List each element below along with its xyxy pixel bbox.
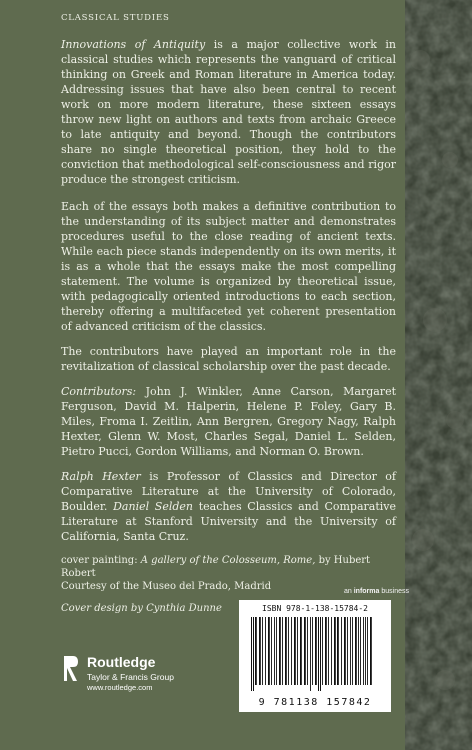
barcode-bar — [315, 617, 317, 685]
barcode-bar — [328, 617, 329, 685]
barcode-bar — [282, 617, 283, 685]
barcode-bar — [291, 617, 292, 685]
barcode-bar — [265, 617, 266, 685]
description-paragraph-3: The contributors have played an important role in the revitalization of classical scholarship over the past decade. — [61, 345, 396, 373]
barcode-bar — [262, 617, 263, 685]
contributors-paragraph — [61, 384, 396, 459]
barcode-bar — [312, 617, 313, 685]
barcode-bar — [355, 617, 357, 685]
barcode-bar — [337, 617, 339, 685]
back-cover-text — [61, 13, 396, 615]
stone-texture-pattern — [405, 0, 472, 750]
barcode-bar — [288, 617, 289, 685]
barcode-bar — [294, 617, 296, 685]
painting-artist: by Hubert Robert — [61, 555, 371, 579]
barcode-bar — [334, 617, 336, 685]
publisher-group: Taylor & Francis Group — [87, 672, 174, 682]
barcode-bar — [300, 617, 302, 685]
barcode-bar — [322, 617, 323, 685]
credit-prefix: cover painting: — [61, 555, 141, 566]
publisher-text — [87, 655, 174, 693]
book-title: Innovations of Antiquity — [61, 38, 206, 51]
description-paragraph-2: Each of the essays both makes a definitive contribution to the understanding of its subject matter and demonstrates procedures useful to the close reading of ancient texts. While each piece stands independently on its own merits, it is as a whole that the essays make the most compelling statement. The volume is organized by theoretical issue, with pedagogically oriented introductions to each section, thereby offering a multifaceted yet coherent presentation of advanced criticism of the classics. — [61, 200, 396, 333]
editors-paragraph — [61, 469, 396, 544]
contributors-label: Contributors: — [61, 385, 137, 398]
barcode-digits: 9 781138 157842 — [258, 697, 372, 708]
barcode-bar — [320, 617, 321, 691]
barcode-bars — [249, 617, 381, 691]
barcode-bar — [352, 617, 353, 685]
barcode-bar — [279, 617, 281, 685]
painting-courtesy: Courtesy of the Museo del Prado, Madrid — [61, 581, 272, 592]
publisher-name: Routledge — [87, 654, 156, 670]
informa-brand: informa — [353, 588, 380, 595]
barcode-bar — [341, 617, 342, 685]
editor-1-name: Ralph Hexter — [61, 470, 141, 483]
barcode-bar — [304, 617, 306, 685]
spine-texture — [405, 0, 472, 750]
barcode-bar — [255, 617, 257, 685]
barcode-bar — [297, 617, 298, 685]
informa-tagline: an informa business — [344, 588, 409, 595]
barcode-bar — [253, 617, 254, 691]
barcode-bar — [251, 617, 252, 691]
barcode-bar — [285, 617, 287, 685]
editor-2-name: Daniel Selden — [113, 500, 194, 513]
barcode-bar — [307, 617, 308, 685]
barcode-bar — [360, 617, 361, 685]
painting-title: A gallery of the Colosseum, Rome, — [140, 555, 316, 566]
barcode-bar — [310, 617, 311, 691]
barcode-bar — [350, 617, 351, 685]
contributors-names: John J. Winkler, Anne Carson, Margaret Ferguson, David M. Halperin, Helene P. Foley, Gary B. Miles, Froma I. Zeitlin, Ann Bergren, Gregory Nagy, Ralph Hexter, Glenn W. Most, Charles Segal, Daniel L. Selden, Pietro Pucci, Gordon Williams, and Norman O. Brown. — [61, 385, 396, 458]
barcode-bar — [271, 617, 272, 685]
barcode-bar — [358, 617, 359, 685]
routledge-r-logo-icon — [63, 655, 79, 682]
barcode-bar — [367, 617, 368, 685]
editor-1-bio: is Professor of Classics and Director of Comparative Literature at the University of Colorado, Boulder. — [61, 470, 397, 513]
editor-2-bio: teaches Classics and Comparative Literature at Stanford University and the University of California, Santa Cruz. — [61, 500, 396, 543]
isbn-label: ISBN 978-1-138-15784-2 — [262, 604, 368, 613]
description-paragraph-1 — [61, 37, 396, 187]
barcode-bar — [370, 617, 372, 685]
barcode-bar — [274, 617, 275, 685]
barcode-bar — [259, 617, 261, 685]
barcode-bar — [331, 617, 332, 685]
isbn-barcode — [239, 600, 391, 712]
barcode-bar — [344, 617, 346, 685]
barcode-bar — [276, 617, 277, 685]
barcode-bar — [268, 617, 270, 685]
barcode-bar — [365, 617, 366, 685]
barcode-bar — [325, 617, 327, 685]
publisher-website[interactable]: www.routledge.com — [87, 683, 153, 692]
barcode-bar — [318, 617, 319, 691]
barcode-bar — [347, 617, 348, 685]
cover-design-credit: Cover design by Cynthia Dunne — [61, 603, 222, 614]
paragraph-1-text: is a major collective work in classical studies which represents the vanguard of critical thinking on Greek and Roman literature in America today. Addressing issues that have also been central to recent work on more modern literature, these sixteen essays throw new light on authors and texts from archaic Greece to late antiquity and beyond. Though the contributors share no single theoretical position, they hold to the conviction that methodological self-consciousness and rigor produce the strongest criticism. — [61, 38, 396, 186]
publisher-logo-block — [63, 655, 174, 693]
series-label: CLASSICAL STUDIES — [61, 13, 170, 23]
barcode-bar — [363, 617, 364, 685]
